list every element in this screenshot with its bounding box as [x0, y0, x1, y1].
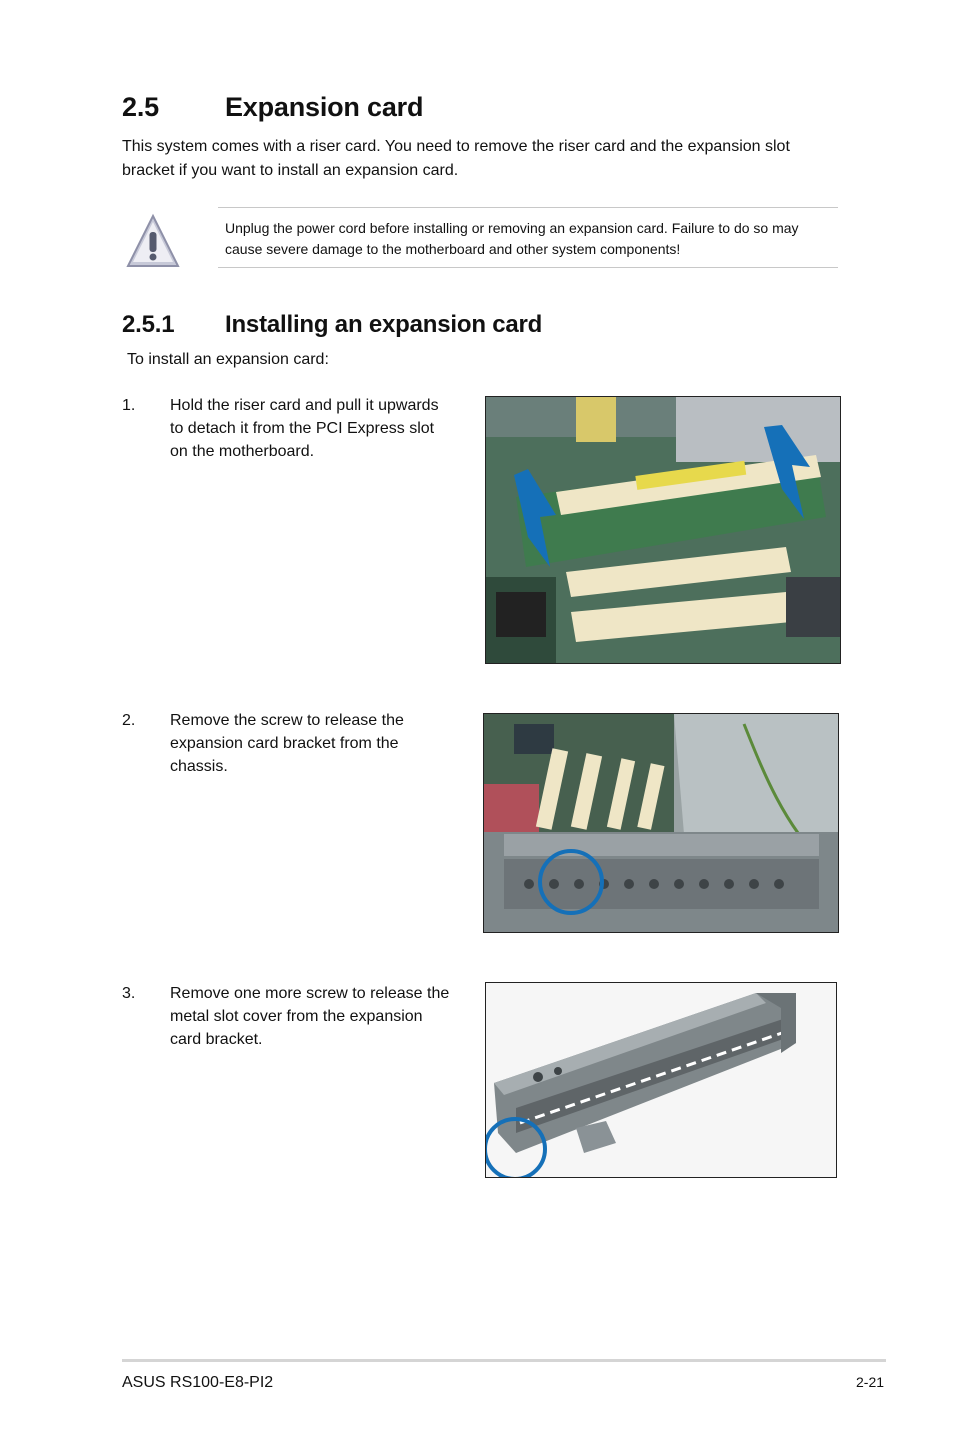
footer-rule	[122, 1359, 886, 1362]
subsection-number: 2.5.1	[122, 311, 175, 338]
intro-paragraph: This system comes with a riser card. You need to remove the riser card and the expansion slot bracket if you want to install an expansion card.	[122, 138, 790, 179]
caution-text: Unplug the power cord before installing or removing an expansion card. Failure to do so may cause severe damage to the motherboard and other system components!	[225, 220, 799, 257]
step-2-number: 2.	[122, 712, 136, 729]
section-title: Expansion card	[225, 92, 424, 122]
riser-card-photo	[485, 396, 841, 664]
step-3-number: 3.	[122, 985, 136, 1002]
section-number: 2.5	[122, 92, 159, 122]
subsection-heading	[122, 311, 542, 339]
footer-product: ASUS RS100-E8-PI2	[122, 1374, 274, 1391]
step-1-text: Hold the riser card and pull it upwards to detach it from the PCI Express slot on the motherboard.	[170, 397, 439, 460]
step-2-text: Remove the screw to release the expansion card bracket from the chassis.	[170, 712, 404, 775]
section-heading	[122, 92, 423, 123]
subsection-intro: To install an expansion card:	[127, 351, 329, 368]
caution-bottom-rule	[218, 267, 838, 268]
slot-cover-photo	[485, 982, 837, 1178]
step-1-number: 1.	[122, 397, 136, 414]
warning-triangle-icon	[124, 210, 182, 275]
step-3-text: Remove one more screw to release the metal slot cover from the expansion card bracket.	[170, 985, 450, 1048]
subsection-title: Installing an expansion card	[225, 311, 543, 338]
footer-page-number: 2-21	[856, 1374, 885, 1390]
caution-top-rule	[218, 207, 838, 208]
bracket-screw-photo	[483, 713, 839, 933]
